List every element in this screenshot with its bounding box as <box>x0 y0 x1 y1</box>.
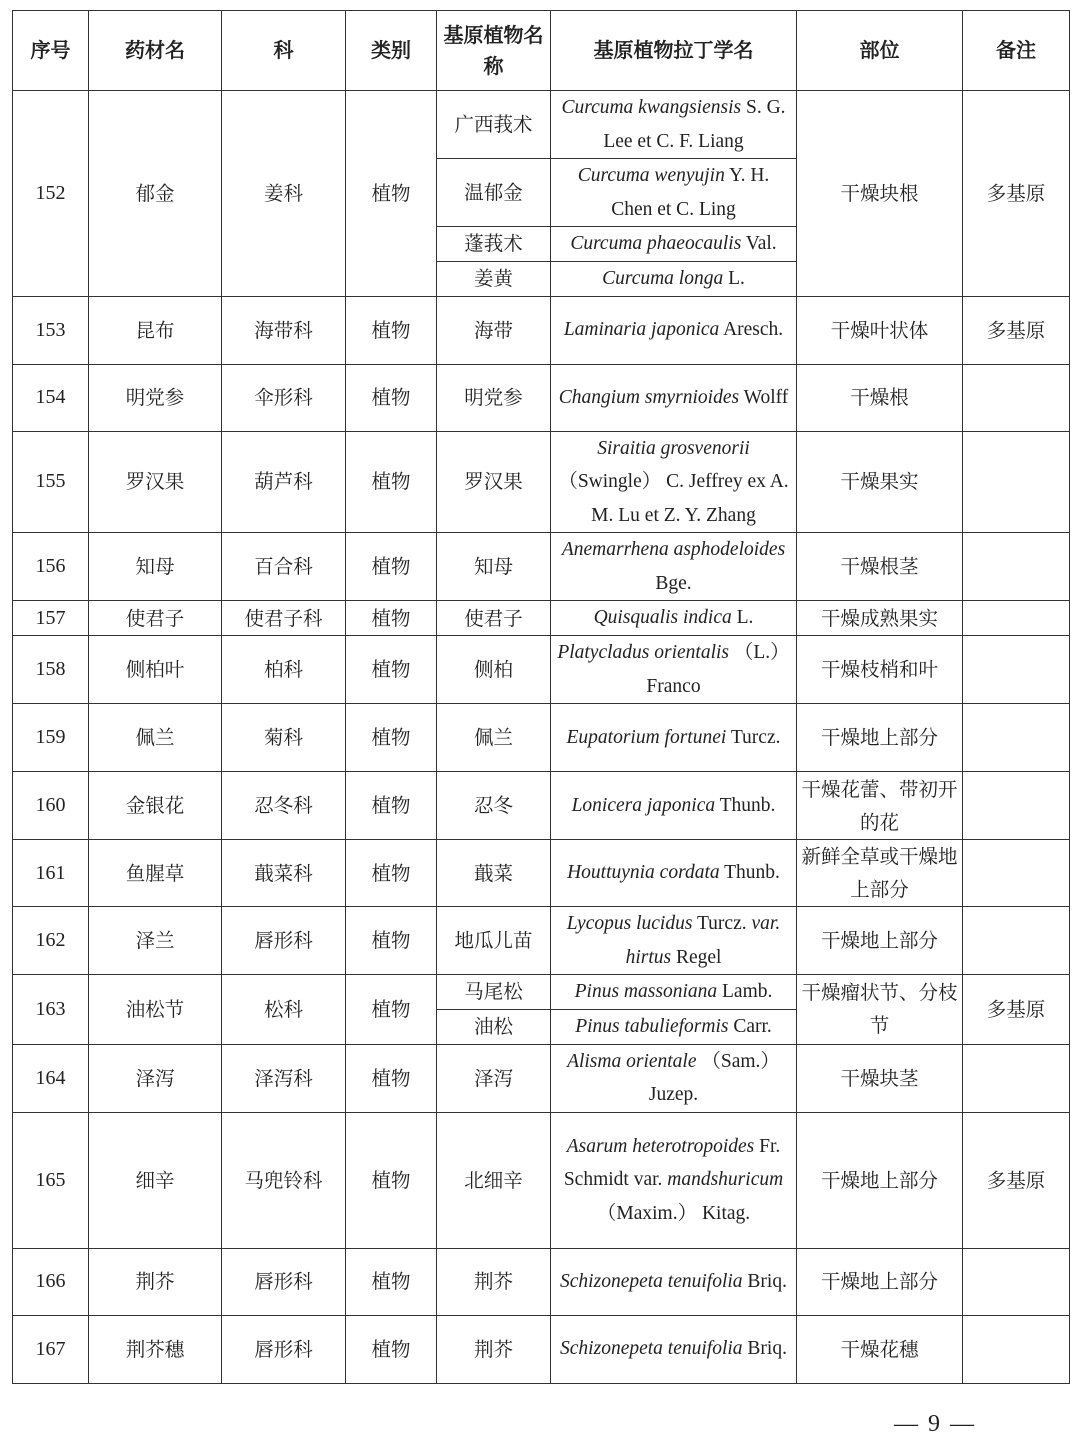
row-number: 166 <box>13 1248 89 1315</box>
latin-genus-species: Alisma orientale <box>567 1050 697 1072</box>
material-name: 明党参 <box>89 364 222 431</box>
note <box>963 1315 1070 1383</box>
note <box>963 601 1070 636</box>
table-row <box>13 975 1070 1010</box>
family: 松科 <box>222 975 346 1045</box>
source-plant: 海带 <box>437 296 551 364</box>
header-material-name: 药材名 <box>89 11 222 91</box>
part: 新鲜全草或干燥地上部分 <box>797 840 963 907</box>
source-plant: 油松 <box>437 1009 551 1044</box>
material-name: 荆芥 <box>89 1248 222 1315</box>
latin-authority: Briq. <box>742 1270 787 1292</box>
part: 干燥块茎 <box>797 1044 963 1112</box>
row-number: 153 <box>13 296 89 364</box>
latin-name-cell <box>551 1315 797 1383</box>
material-name: 泽泻 <box>89 1044 222 1112</box>
material-name: 郁金 <box>89 91 222 297</box>
family: 伞形科 <box>222 364 346 431</box>
part: 干燥块根 <box>797 91 963 297</box>
material-name: 荆芥穗 <box>89 1315 222 1383</box>
latin-genus-species: Asarum heterotropoides <box>566 1135 755 1157</box>
row-number: 157 <box>13 601 89 636</box>
latin-genus-species: Pinus tabulieformis <box>575 1015 729 1037</box>
row-number: 152 <box>13 91 89 297</box>
latin-name-cell <box>551 431 797 533</box>
latin-genus-species: Curcuma phaeocaulis <box>570 233 742 254</box>
category: 植物 <box>346 636 437 704</box>
family: 百合科 <box>222 533 346 601</box>
table-row <box>13 1112 1070 1248</box>
latin-authority: （Maxim.） Kitag. <box>596 1202 751 1224</box>
latin-authority: Regel <box>671 946 722 968</box>
row-number: 164 <box>13 1044 89 1112</box>
table-row <box>13 907 1070 975</box>
medicinal-materials-table <box>12 10 1070 1384</box>
latin-authority: Carr. <box>728 1015 772 1037</box>
source-plant: 荆芥 <box>437 1248 551 1315</box>
latin-genus-species: Siraitia grosvenorii <box>597 437 750 459</box>
latin-genus-species: Lonicera japonica <box>571 794 716 816</box>
row-number: 163 <box>13 975 89 1045</box>
row-number: 158 <box>13 636 89 704</box>
latin-name-cell <box>551 636 797 704</box>
source-plant: 马尾松 <box>437 975 551 1010</box>
latin-authority: Bge. <box>655 572 692 594</box>
part: 干燥根茎 <box>797 533 963 601</box>
table-row <box>13 533 1070 601</box>
material-name: 油松节 <box>89 975 222 1045</box>
category: 植物 <box>346 1044 437 1112</box>
category: 植物 <box>346 704 437 772</box>
part: 干燥枝梢和叶 <box>797 636 963 704</box>
latin-name-cell <box>551 704 797 772</box>
material-name: 鱼腥草 <box>89 840 222 907</box>
table-row <box>13 364 1070 431</box>
category: 植物 <box>346 975 437 1045</box>
category: 植物 <box>346 772 437 840</box>
material-name: 罗汉果 <box>89 431 222 533</box>
source-plant: 姜黄 <box>437 261 551 296</box>
latin-authority: （L.） Franco <box>646 642 790 697</box>
latin-name-cell <box>551 1248 797 1315</box>
family: 柏科 <box>222 636 346 704</box>
part: 干燥地上部分 <box>797 704 963 772</box>
latin-genus-species: var. hirtus <box>625 913 781 968</box>
latin-authority: S. G. Lee et C. F. Liang <box>603 97 786 152</box>
source-plant: 使君子 <box>437 601 551 636</box>
latin-authority: Fr. Schmidt var. <box>563 1135 781 1191</box>
latin-genus-species: Curcuma longa <box>602 267 724 289</box>
latin-authority: Turcz. <box>726 726 781 748</box>
source-plant: 侧柏 <box>437 636 551 704</box>
material-name: 知母 <box>89 533 222 601</box>
source-plant: 忍冬 <box>437 772 551 840</box>
latin-genus-species: Curcuma kwangsiensis <box>561 97 742 118</box>
part: 干燥花穗 <box>797 1315 963 1383</box>
latin-authority: L. <box>723 267 745 289</box>
note <box>963 772 1070 840</box>
table-row <box>13 636 1070 704</box>
category: 植物 <box>346 533 437 601</box>
latin-name-cell <box>551 772 797 840</box>
latin-name-cell <box>551 601 797 636</box>
source-plant: 北细辛 <box>437 1112 551 1248</box>
row-number: 162 <box>13 907 89 975</box>
header-latin-name: 基原植物拉丁学名 <box>551 11 797 91</box>
header-note: 备注 <box>963 11 1070 91</box>
category: 植物 <box>346 1248 437 1315</box>
note: 多基原 <box>963 975 1070 1045</box>
latin-genus-species: Pinus massoniana <box>574 981 718 1002</box>
row-number: 165 <box>13 1112 89 1248</box>
family: 菊科 <box>222 704 346 772</box>
family: 蕺菜科 <box>222 840 346 907</box>
source-plant: 罗汉果 <box>437 431 551 533</box>
latin-genus-species: Laminaria japonica <box>563 319 720 341</box>
header-row <box>13 11 1070 91</box>
note <box>963 907 1070 975</box>
latin-genus-species: Anemarrhena asphodeloides <box>561 539 786 560</box>
latin-genus-species: mandshuricum <box>667 1169 784 1191</box>
category: 植物 <box>346 431 437 533</box>
latin-authority: Briq. <box>742 1338 787 1360</box>
category: 植物 <box>346 907 437 975</box>
table-row <box>13 601 1070 636</box>
latin-name-cell <box>551 907 797 975</box>
latin-genus-species: Schizonepeta tenuifolia <box>560 1338 743 1360</box>
note <box>963 1044 1070 1112</box>
latin-authority: Aresch. <box>719 319 784 341</box>
header-part: 部位 <box>797 11 963 91</box>
source-plant: 明党参 <box>437 364 551 431</box>
page-number: — 9 — <box>894 1411 976 1437</box>
family: 忍冬科 <box>222 772 346 840</box>
category: 植物 <box>346 91 437 297</box>
latin-genus-species: Changium smyrnioides <box>558 386 740 408</box>
note: 多基原 <box>963 296 1070 364</box>
material-name: 昆布 <box>89 296 222 364</box>
latin-genus-species: Eupatorium fortunei <box>566 726 727 748</box>
latin-authority: Thunb. <box>715 794 776 816</box>
part: 干燥花蕾、带初开的花 <box>797 772 963 840</box>
category: 植物 <box>346 364 437 431</box>
material-name: 佩兰 <box>89 704 222 772</box>
table-row <box>13 431 1070 533</box>
part: 干燥瘤状节、分枝节 <box>797 975 963 1045</box>
latin-authority: Turcz. <box>692 913 752 934</box>
source-plant: 荆芥 <box>437 1315 551 1383</box>
latin-authority: （Sam.） Juzep. <box>648 1050 780 1105</box>
category: 植物 <box>346 1315 437 1383</box>
material-name: 侧柏叶 <box>89 636 222 704</box>
note <box>963 636 1070 704</box>
note <box>963 1248 1070 1315</box>
category: 植物 <box>346 1112 437 1248</box>
category: 植物 <box>346 601 437 636</box>
material-name: 金银花 <box>89 772 222 840</box>
family: 唇形科 <box>222 1248 346 1315</box>
latin-name-cell <box>551 296 797 364</box>
part: 干燥根 <box>797 364 963 431</box>
material-name: 泽兰 <box>89 907 222 975</box>
row-number: 160 <box>13 772 89 840</box>
latin-name-cell <box>551 1044 797 1112</box>
material-name: 细辛 <box>89 1112 222 1248</box>
part: 干燥地上部分 <box>797 907 963 975</box>
latin-genus-species: Platycladus orientalis <box>557 642 730 663</box>
family: 泽泻科 <box>222 1044 346 1112</box>
source-plant: 知母 <box>437 533 551 601</box>
latin-name-cell <box>551 261 797 296</box>
row-number: 155 <box>13 431 89 533</box>
latin-authority: Lamb. <box>717 981 773 1002</box>
source-plant: 地瓜儿苗 <box>437 907 551 975</box>
latin-authority: Val. <box>741 233 777 254</box>
header-source-plant: 基原植物名称 <box>437 11 551 91</box>
table-row <box>13 1044 1070 1112</box>
latin-name-cell <box>551 227 797 262</box>
latin-genus-species: Schizonepeta tenuifolia <box>560 1270 743 1292</box>
latin-genus-species: Lycopus lucidus <box>566 913 693 934</box>
note <box>963 533 1070 601</box>
latin-name-cell <box>551 1009 797 1044</box>
latin-authority: （Swingle） C. Jeffrey ex A. M. Lu et Z. Y. Zhang <box>558 471 789 526</box>
note <box>963 840 1070 907</box>
table-row <box>13 296 1070 364</box>
latin-authority: L. <box>731 607 754 629</box>
note: 多基原 <box>963 1112 1070 1248</box>
row-number: 156 <box>13 533 89 601</box>
part: 干燥成熟果实 <box>797 601 963 636</box>
table-row <box>13 704 1070 772</box>
source-plant: 蓬莪术 <box>437 227 551 262</box>
row-number: 159 <box>13 704 89 772</box>
latin-name-cell <box>551 159 797 227</box>
latin-name-cell <box>551 975 797 1010</box>
note <box>963 704 1070 772</box>
part: 干燥地上部分 <box>797 1248 963 1315</box>
source-plant: 佩兰 <box>437 704 551 772</box>
latin-authority: Y. H. Chen et C. Ling <box>611 165 770 220</box>
family: 马兜铃科 <box>222 1112 346 1248</box>
source-plant: 蕺菜 <box>437 840 551 907</box>
header-family: 科 <box>222 11 346 91</box>
category: 植物 <box>346 840 437 907</box>
family: 唇形科 <box>222 1315 346 1383</box>
latin-name-cell <box>551 91 797 159</box>
table-row <box>13 1248 1070 1315</box>
latin-name-cell <box>551 1112 797 1248</box>
part: 干燥果实 <box>797 431 963 533</box>
latin-authority: Thunb. <box>719 862 780 884</box>
family: 葫芦科 <box>222 431 346 533</box>
part: 干燥叶状体 <box>797 296 963 364</box>
family: 姜科 <box>222 91 346 297</box>
note <box>963 364 1070 431</box>
latin-name-cell <box>551 533 797 601</box>
family: 唇形科 <box>222 907 346 975</box>
row-number: 154 <box>13 364 89 431</box>
latin-name-cell <box>551 364 797 431</box>
header-number: 序号 <box>13 11 89 91</box>
material-name: 使君子 <box>89 601 222 636</box>
source-plant: 泽泻 <box>437 1044 551 1112</box>
part: 干燥地上部分 <box>797 1112 963 1248</box>
row-number: 161 <box>13 840 89 907</box>
header-category: 类别 <box>346 11 437 91</box>
latin-authority: Wolff <box>739 386 789 408</box>
latin-name-cell <box>551 840 797 907</box>
latin-genus-species: Quisqualis indica <box>593 607 732 629</box>
table-row <box>13 91 1070 159</box>
note: 多基原 <box>963 91 1070 297</box>
table-row <box>13 772 1070 840</box>
family: 使君子科 <box>222 601 346 636</box>
latin-genus-species: Houttuynia cordata <box>567 862 720 884</box>
category: 植物 <box>346 296 437 364</box>
row-number: 167 <box>13 1315 89 1383</box>
table-row <box>13 840 1070 907</box>
note <box>963 431 1070 533</box>
latin-genus-species: Curcuma wenyujin <box>577 165 725 186</box>
table-row <box>13 1315 1070 1383</box>
source-plant: 广西莪术 <box>437 91 551 159</box>
family: 海带科 <box>222 296 346 364</box>
source-plant: 温郁金 <box>437 159 551 227</box>
